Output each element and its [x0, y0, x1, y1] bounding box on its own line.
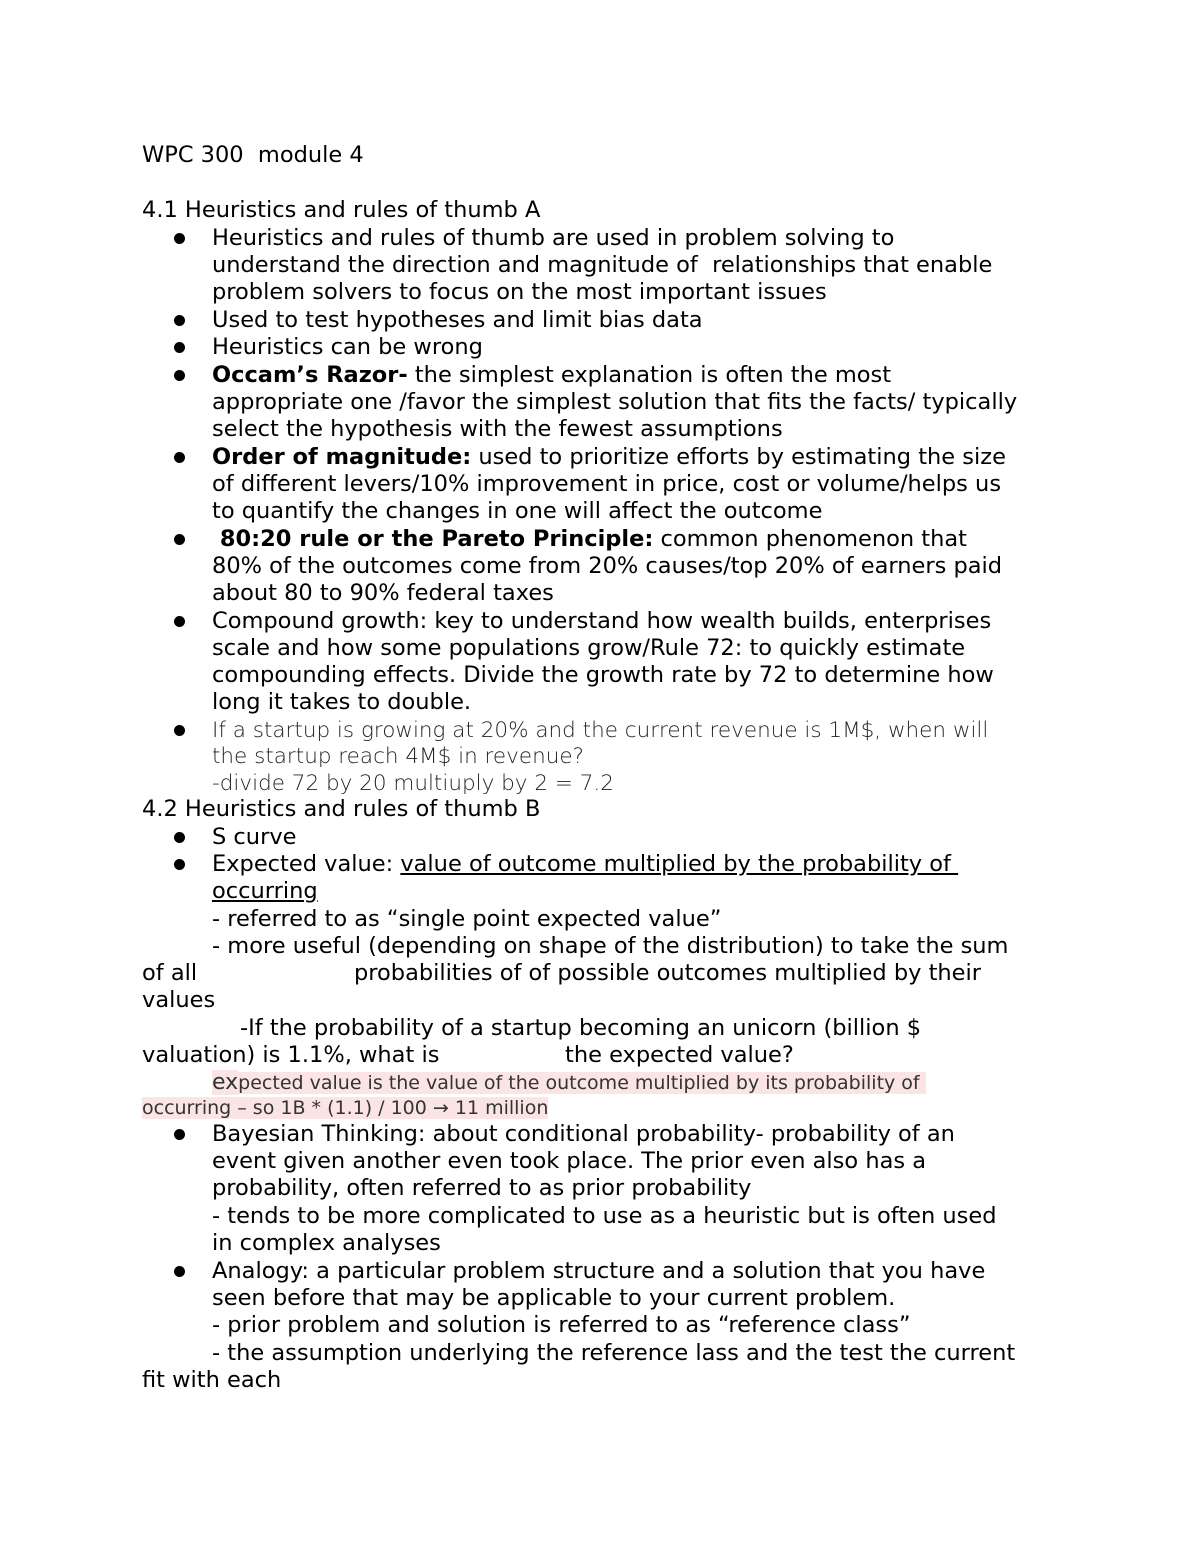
- a-b8-line1: If a startup is growing at 20% and the current revenue is 1M$, when will: [212, 718, 989, 743]
- ev-answer-line2: [142, 1096, 548, 1120]
- ev-sub2-line2a: of all: [142, 960, 198, 986]
- a-b7-line2: scale and how some populations grow/Rule 72: to quickly estimate: [212, 635, 966, 661]
- a-b6-line2: 80% of the outcomes come from 20% causes/top 20% of earners paid: [212, 553, 1003, 579]
- a-b8-line2: the startup reach 4M$ in revenue?: [212, 744, 584, 769]
- a-b6-text: common phenomenon that: [653, 526, 967, 552]
- a-b7-line1: Compound growth: key to understand how wealth builds, enterprises: [212, 608, 992, 634]
- bullet-icon: [174, 342, 185, 353]
- a-b6-line3: about 80 to 90% federal taxes: [212, 580, 554, 606]
- a-b1-line3: problem solvers to focus on the most important issues: [212, 279, 827, 305]
- ev-question-line2a: valuation) is 1.1%, what is: [142, 1042, 440, 1068]
- b-b3-line4: - tends to be more complicated to use as a heuristic but is often used: [212, 1203, 997, 1229]
- bullet-icon: [174, 370, 185, 381]
- b-b4-line3: - prior problem and solution is referred to as “reference class”: [212, 1312, 911, 1338]
- bullet-icon: [174, 616, 185, 627]
- b-b1: S curve: [212, 824, 297, 850]
- ev-sub2-line3: values: [142, 987, 216, 1013]
- b-b3-line2: event given another even took place. The prior even also has a: [212, 1148, 927, 1174]
- ev-sub1: - referred to as “single point expected value”: [212, 906, 722, 932]
- ev-question-line2b: the expected value?: [565, 1042, 794, 1068]
- a-b4-line3: select the hypothesis with the fewest assumptions: [212, 416, 783, 442]
- expected-value-definition: value of outcome multiplied by the probability of: [400, 851, 959, 877]
- a-b1-line1: Heuristics and rules of thumb are used in problem solving to: [212, 225, 895, 251]
- ev-answer-calc: occurring – so 1B * (1.1) / 100: [142, 1097, 433, 1119]
- a-b2: Used to test hypotheses and limit bias data: [212, 307, 703, 333]
- a-b3: Heuristics can be wrong: [212, 334, 483, 360]
- ev-sub2-line2b: probabilities of of possible outcomes multiplied by their: [354, 960, 982, 986]
- ev-answer-line1: [212, 1071, 926, 1095]
- a-b4-line1: [212, 362, 891, 389]
- bullet-icon: [174, 1129, 185, 1140]
- section-heading-4-2: 4.2 Heuristics and rules of thumb B: [142, 796, 541, 822]
- ev-answer-start: ex: [212, 1070, 239, 1095]
- b-b4-line2: seen before that may be applicable to your current problem.: [212, 1285, 896, 1311]
- a-b7-line3: compounding effects. Divide the growth rate by 72 to determine how: [212, 662, 994, 688]
- a-b5-line2: of different levers/10% improvement in price, cost or volume/helps us: [212, 471, 1002, 497]
- bullet-icon: [174, 725, 185, 736]
- bullet-icon: [174, 315, 185, 326]
- a-b6-line1: [212, 526, 967, 553]
- bullet-icon: [174, 452, 185, 463]
- b-b4-line5: fit with each: [142, 1367, 282, 1393]
- bullet-icon: [174, 1266, 185, 1277]
- b-b4-line4: - the assumption underlying the reference lass and the test the current: [212, 1340, 1016, 1366]
- a-b8-line3: -divide 72 by 20 multiuply by 2 = 7.2: [212, 771, 614, 796]
- a-b4-line2: appropriate one /favor the simplest solution that fits the facts/ typically: [212, 389, 1018, 415]
- order-of-magnitude-term: Order of magnitude:: [212, 444, 472, 470]
- ev-answer-result: 11 million: [448, 1097, 549, 1119]
- bullet-icon: [174, 534, 185, 545]
- pareto-term: 80:20 rule or the Pareto Principle:: [212, 526, 654, 552]
- ev-question-line1: -If the probability of a startup becoming an unicorn (billion $: [240, 1015, 922, 1041]
- b-b2-line1: [212, 851, 958, 878]
- b-b3-line5: in complex analyses: [212, 1230, 441, 1256]
- a-b1-line2: understand the direction and magnitude of relationships that enable: [212, 252, 993, 278]
- b-b2-line2: [212, 878, 318, 905]
- b-b3-line3: probability, often referred to as prior probability: [212, 1175, 752, 1201]
- a-b5-text: used to prioritize efforts by estimating the size: [471, 444, 1006, 470]
- bullet-icon: [174, 233, 185, 244]
- arrow-right-icon: →: [432, 1097, 449, 1119]
- a-b5-line3: to quantify the changes in one will affect the outcome: [212, 498, 823, 524]
- bullet-icon: [174, 859, 185, 870]
- document-title: WPC 300 module 4: [142, 142, 364, 168]
- ev-sub2-line1: - more useful (depending on shape of the distribution) to take the sum: [212, 933, 1009, 959]
- section-heading-4-1: 4.1 Heuristics and rules of thumb A: [142, 197, 541, 223]
- b-b4-line1: Analogy: a particular problem structure and a solution that you have: [212, 1258, 986, 1284]
- bullet-icon: [174, 832, 185, 843]
- occams-razor-term: Occam’s Razor-: [212, 362, 408, 388]
- expected-value-definition-end: occurring: [212, 878, 318, 904]
- expected-value-label: Expected value:: [212, 851, 401, 877]
- a-b5-line1: [212, 444, 1006, 471]
- ev-answer-text: pected value is the value of the outcome multiplied by its probability of: [238, 1072, 926, 1094]
- a-b7-line4: long it takes to double.: [212, 689, 472, 715]
- b-b3-line1: Bayesian Thinking: about conditional probability- probability of an: [212, 1121, 955, 1147]
- a-b4-text: the simplest explanation is often the most: [407, 362, 892, 388]
